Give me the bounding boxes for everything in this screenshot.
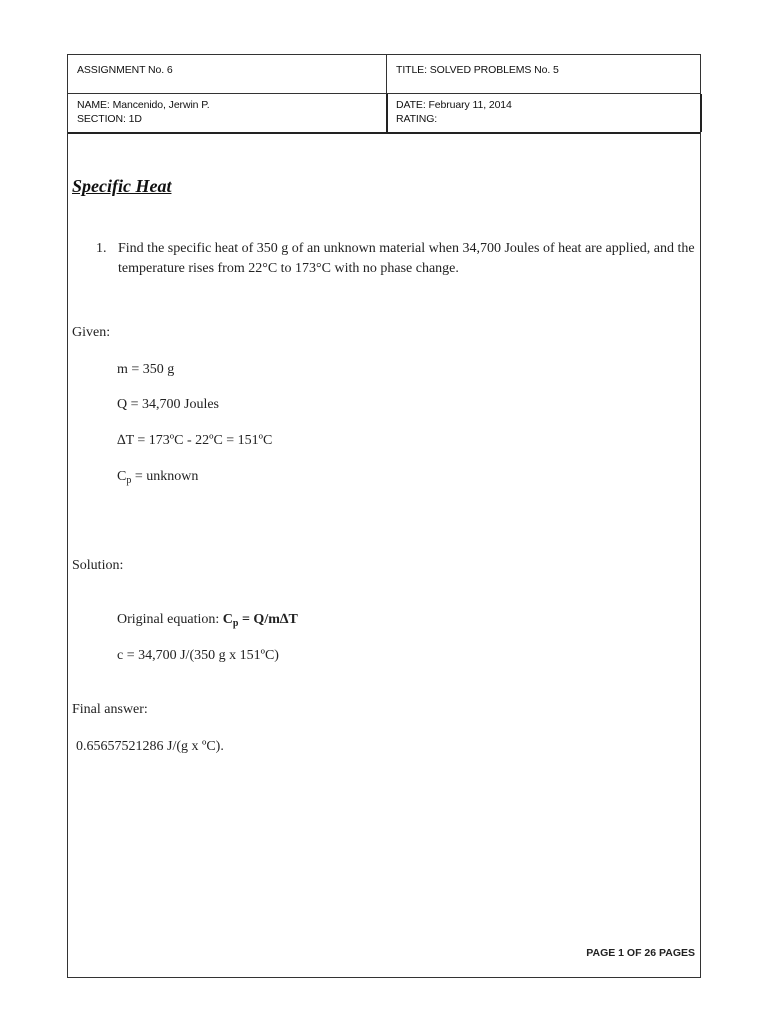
problem-number: 1. (96, 241, 107, 256)
original-equation (117, 611, 298, 633)
given-cp (117, 468, 198, 490)
rating: RATING: (396, 113, 438, 125)
equation-subscript: p (232, 618, 239, 629)
student-section: SECTION: 1D (77, 113, 142, 125)
substitution: c = 34,700 J/(350 g x 151ºC) (117, 648, 279, 663)
equation-rest: = Q/m∆T (238, 612, 298, 627)
date: DATE: February 11, 2014 (396, 99, 512, 111)
problem-text: Find the specific heat of 350 g of an unknown material when 34,700 Joules of heat are applied, and the temperature rises from 22°C to 173°C with no phase change. (118, 241, 695, 276)
student-name: NAME: Mancenido, Jerwin P. (77, 99, 210, 111)
equation-c: C (222, 612, 233, 627)
date-rating (396, 98, 512, 126)
document-title: TITLE: SOLVED PROBLEMS No. 5 (396, 64, 559, 76)
header-row-1 (68, 55, 700, 94)
cp-symbol: C (117, 469, 127, 484)
given-heat: Q = 34,700 Joules (117, 397, 220, 412)
solution-label: Solution: (72, 558, 124, 573)
header-edge (700, 94, 702, 132)
given-mass: m = 350 g (117, 362, 175, 377)
header-row-2 (68, 94, 700, 134)
cp-subscript: p (126, 475, 132, 486)
page-number: PAGE 1 OF 26 PAGES (586, 947, 695, 959)
header-divider (386, 55, 387, 93)
given-delta-t: ∆T = 173ºC - 22ºC = 151ºC (117, 433, 273, 448)
assignment-number: ASSIGNMENT No. 6 (77, 64, 173, 76)
given-label: Given: (72, 325, 111, 340)
header-divider (386, 94, 388, 132)
final-answer-label: Final answer: (72, 702, 148, 717)
cp-value: = unknown (131, 469, 199, 484)
final-answer: 0.65657521286 J/(g x ºC). (76, 739, 224, 754)
student-info (77, 98, 210, 126)
section-heading: Specific Heat (72, 176, 172, 196)
equation-label: Original equation: (117, 612, 223, 627)
